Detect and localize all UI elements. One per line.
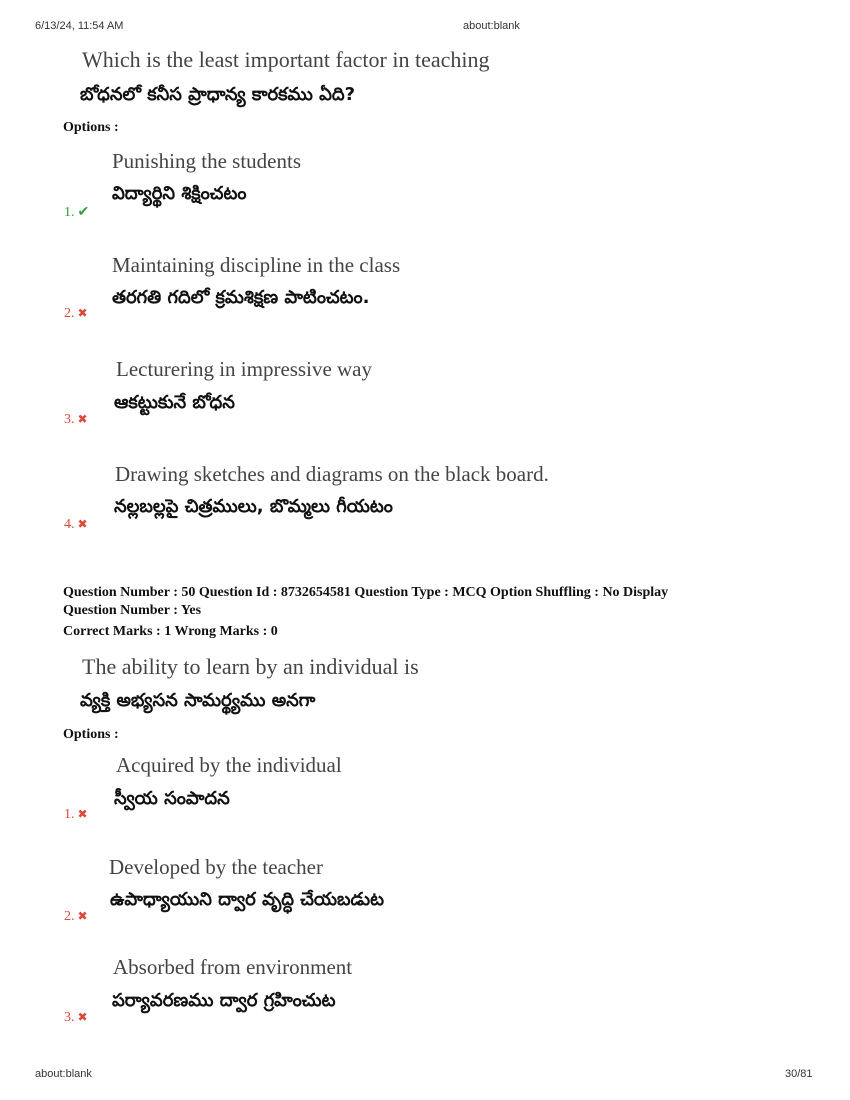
- print-datetime: 6/13/24, 11:54 AM: [35, 20, 124, 32]
- option-text-en: Lecturering in impressive way: [116, 357, 372, 381]
- option-text-en: Absorbed from environment: [113, 955, 353, 979]
- option-text-en: Developed by the teacher: [109, 855, 323, 879]
- options-label: Options :: [63, 120, 119, 135]
- question-text-en: Which is the least important factor in teaching: [82, 47, 490, 72]
- option-text-en: Drawing sketches and diagrams on the black board.: [115, 462, 549, 486]
- option-text-te: నల్లబల్లపై చిత్రములు, బొమ్మలు గీయటం: [114, 496, 393, 517]
- print-footer-url: about:blank: [35, 1068, 92, 1080]
- option-text-te: స్వీయ సంపాదన: [114, 788, 230, 809]
- option-text-te: విద్యార్థిని శిక్షించటం: [112, 183, 247, 204]
- cross-icon: ✖: [77, 1010, 88, 1024]
- option-number: 1. ✔: [64, 205, 90, 220]
- option-number: 2. ✖: [64, 306, 88, 321]
- option-number: 1. ✖: [64, 807, 88, 822]
- option-text-te: ఆకట్టుకునే బోధన: [114, 392, 235, 413]
- option-text-te: పర్యావరణము ద్వార గ్రహించుట: [112, 990, 336, 1011]
- cross-icon: ✖: [77, 412, 88, 426]
- option-text-te: ఉపాధ్యాయుని ద్వార వృద్ధి చేయబడుట: [110, 889, 385, 910]
- question-text-te: వ్యక్తి అభ్యసన సామర్థ్యము అనగా: [80, 690, 316, 711]
- cross-icon: ✖: [77, 807, 88, 821]
- option-number: 3. ✖: [64, 412, 88, 427]
- question-text-te: బోధనలో కనీస ప్రాధాన్య కారకము ఏది?: [80, 84, 356, 105]
- option-text-en: Punishing the students: [112, 149, 302, 173]
- print-title: about:blank: [463, 20, 520, 32]
- option-text-en: Maintaining discipline in the class: [112, 253, 401, 277]
- page-number: 30/81: [785, 1068, 813, 1080]
- check-icon: ✔: [77, 205, 90, 220]
- option-text-te: తరగతి గదిలో క్రమశిక్షణ పాటించటం.: [112, 287, 370, 308]
- option-number: 3. ✖: [64, 1010, 88, 1025]
- question-meta: Question Number : 50 Question Id : 8732654581 Question Type : MCQ Option Shuffling : No Display: [63, 585, 669, 600]
- question-meta: Question Number : Yes: [63, 603, 202, 618]
- option-number: 2. ✖: [64, 909, 88, 924]
- question-marks: Correct Marks : 1 Wrong Marks : 0: [63, 624, 278, 639]
- question-text-en: The ability to learn by an individual is: [82, 654, 419, 679]
- cross-icon: ✖: [77, 306, 88, 320]
- cross-icon: ✖: [77, 909, 88, 923]
- options-label: Options :: [63, 727, 119, 742]
- cross-icon: ✖: [77, 517, 88, 531]
- option-text-en: Acquired by the individual: [116, 753, 342, 777]
- option-number: 4. ✖: [64, 517, 88, 532]
